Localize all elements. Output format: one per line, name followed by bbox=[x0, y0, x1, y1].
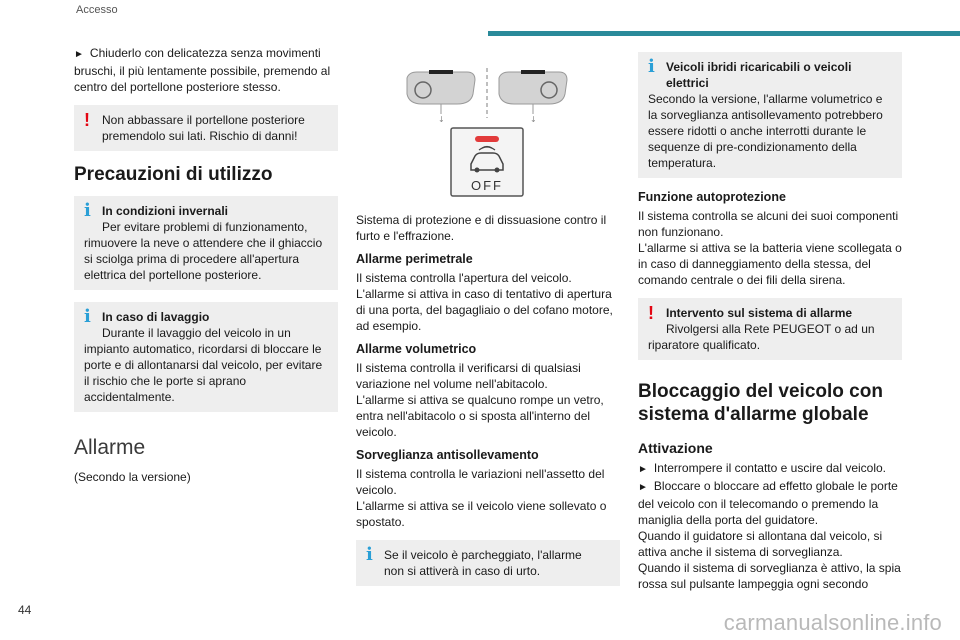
paragraph-attivazione-2: Quando il sistema di sorveglianza è attivo, la spia rossa sul pulsante lampeggia ogni secondo bbox=[638, 561, 901, 591]
paragraph-antisoll-2: L'allarme si attiva se il veicolo viene sollevato o spostato. bbox=[356, 499, 607, 529]
warning-text-first: Rivolgersi alla Rete PEUGEOT o ad un bbox=[666, 322, 875, 336]
warning-box-tailgate bbox=[74, 105, 338, 151]
paragraph-volumetrico-2: L'allarme si attiva se qualcuno rompe un vetro, entra nell'abitacolo o si sposta all'interno del veicolo. bbox=[356, 393, 604, 439]
paragraph-volumetrico-1: Il sistema controlla il verificarsi di qualsiasi variazione nel volume nell'abitacolo. bbox=[356, 361, 581, 391]
paragraph-version: (Secondo la versione) bbox=[74, 470, 191, 484]
off-label: OFF bbox=[471, 178, 503, 193]
paragraph-close-tailgate: ► Chiuderlo con delicatezza senza movimenti bruschi, il più lentamente possibile, premendo al centro del portellone posteriore stesso. bbox=[74, 45, 338, 95]
paragraph-perimetrale: Il sistema controlla l'apertura del veicolo. L'allarme si attiva in caso di tentativo di apertura di una porta, del bagagliaio o del cofano motore, ad esempio. bbox=[356, 271, 613, 333]
heading-antisollevamento: Sorveglianza antisollevamento bbox=[356, 448, 539, 462]
info-box-winter bbox=[74, 196, 338, 290]
paragraph-intro: Sistema di protezione e di dissuasione contro il furto e l'effrazione. bbox=[356, 213, 607, 243]
info-box-impact bbox=[356, 540, 620, 586]
info-title: Veicoli ibridi ricaricabili o veicoli elettrici bbox=[666, 60, 852, 90]
bullet-2: ► Bloccare o bloccare ad effetto globale le porte del veicolo con il telecomando o premendo la maniglia della porta del guidatore. bbox=[638, 478, 902, 528]
info-icon: i bbox=[84, 306, 91, 327]
heading-volumetrico: Allarme volumetrico bbox=[356, 342, 477, 356]
heading-allarme: Allarme bbox=[74, 436, 146, 459]
info-title: In condizioni invernali bbox=[102, 204, 229, 218]
column-2 bbox=[356, 212, 620, 598]
info-title: In caso di lavaggio bbox=[102, 310, 210, 324]
heading-precauzioni: Precauzioni di utilizzo bbox=[74, 164, 273, 185]
warning-text: Non abbassare il portellone posteriore premendolo sui lati. Rischio di danni! bbox=[102, 113, 305, 143]
svg-text:↓: ↓ bbox=[438, 115, 445, 124]
info-box-hybrid bbox=[638, 52, 902, 178]
heading-attivazione: Attivazione bbox=[638, 440, 713, 456]
column-1 bbox=[74, 45, 338, 491]
info-text-first: Se il veicolo è parcheggiato, l'allarme bbox=[384, 548, 582, 562]
bullet-1: ► Interrompere il contatto e uscire dal veicolo. bbox=[638, 460, 902, 478]
info-icon: i bbox=[366, 544, 373, 565]
header-bar bbox=[488, 31, 960, 36]
exclamation-icon: ! bbox=[648, 303, 654, 323]
paragraph-attivazione-1: Quando il guidatore si allontana dal veicolo, si attiva anche il sistema di sorveglianza. bbox=[638, 529, 883, 559]
info-icon: i bbox=[648, 56, 655, 77]
paragraph-antisoll-1: Il sistema controlla le variazioni nell'assetto del veicolo. bbox=[356, 467, 605, 497]
info-text-rest: impianto automatico, ricordarsi di bloccare le porte e di allontanarsi dal veicolo, per evitare il rischio che le porte si aprano accidentalmente. bbox=[84, 342, 323, 404]
paragraph-autoprot-1: Il sistema controlla se alcuni dei suoi componenti non funzionano. bbox=[638, 209, 899, 239]
heading-bloccaggio: Bloccaggio del veicolo con sistema d'allarme globale bbox=[638, 381, 883, 425]
warning-title: Intervento sul sistema di allarme bbox=[666, 306, 853, 320]
alarm-illustration bbox=[397, 64, 577, 199]
info-box-washing bbox=[74, 302, 338, 412]
info-text-rest: Secondo la versione, l'allarme volumetrico e la sorveglianza antisollevamento potrebbero essere ridotti o anche interrotti durante le sequenze di pre-condizionamento della temperatura. bbox=[648, 92, 883, 170]
column-3 bbox=[638, 52, 902, 598]
paragraph-autoprot-2: L'allarme si attiva se la batteria viene scollegata o in caso di danneggiamento della stessa, del comando centrale o dei fili della sirena. bbox=[638, 241, 902, 287]
info-text-rest: rimuovere la neve o attendere che il ghiaccio si sciolga prima di procedere all'apertura elettrica del portellone posteriore. bbox=[84, 236, 323, 282]
page-number: 44 bbox=[18, 603, 32, 617]
warning-box-intervento bbox=[638, 298, 902, 360]
section-header: Accesso bbox=[76, 4, 118, 16]
info-text-rest: non si attiverà in caso di urto. bbox=[384, 564, 541, 578]
warning-text-rest: riparatore qualificato. bbox=[648, 338, 761, 352]
exclamation-icon: ! bbox=[84, 110, 90, 130]
heading-perimetrale: Allarme perimetrale bbox=[356, 252, 473, 266]
svg-text:↓: ↓ bbox=[530, 115, 537, 124]
info-icon: i bbox=[84, 200, 91, 221]
info-text-first: Durante il lavaggio del veicolo in un bbox=[102, 326, 291, 340]
heading-autoprotezione: Funzione autoprotezione bbox=[638, 190, 786, 204]
watermark: carmanualsonline.info bbox=[723, 610, 942, 635]
info-text-first: Per evitare problemi di funzionamento, bbox=[102, 220, 308, 234]
